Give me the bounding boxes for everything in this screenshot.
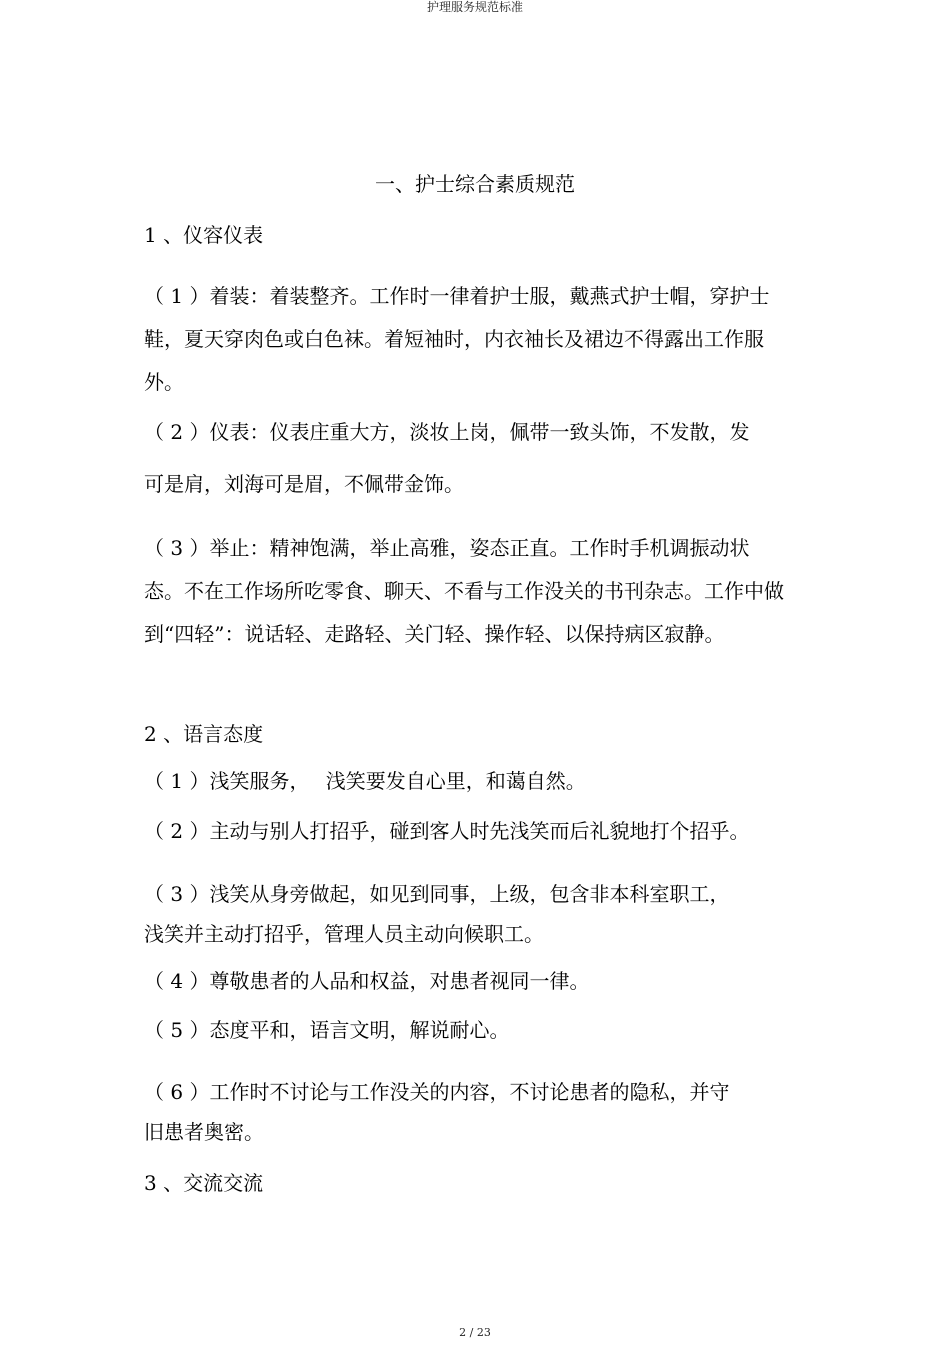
paragraph-colleagues-line2: 浅笑并主动打招乎，管理人员主动向候职工。 (144, 922, 544, 946)
paragraph-colleagues-line1: （ 3 ）浅笑从身旁做起，如见到同事，上级，包含非本科室职工， (144, 882, 730, 906)
paragraph-appearance-line2: 可是肩，刘海可是眉，不佩带金饰。 (144, 472, 464, 496)
paragraph-privacy-line1: （ 6 ）工作时不讨论与工作没关的内容，不讨论患者的隐私，并守 (144, 1080, 730, 1104)
running-header: 护理服务规范标准 (426, 0, 523, 14)
section-title: 一、护士综合素质规范 (375, 172, 575, 196)
heading-language-attitude: 2 、语言态度 (144, 722, 264, 746)
paragraph-smile-service: （ 1 ）浅笑服务， 浅笑要发自心里，和蔼自然。 (144, 769, 586, 793)
heading-communication: 3 、交流交流 (144, 1171, 264, 1195)
paragraph-privacy-line2: 旧患者奥密。 (144, 1120, 264, 1144)
paragraph-appearance-line1: （ 2 ）仪表：仪表庄重大方，淡妆上岗，佩带一致头饰，不发散，发 (144, 420, 750, 444)
page-number: 2 / 23 (459, 1326, 491, 1339)
paragraph-respect: （ 4 ）尊敬患者的人品和权益，对患者视同一律。 (144, 969, 590, 993)
paragraph-greeting: （ 2 ）主动与别人打招乎，碰到客人时先浅笑而后礼貌地打个招乎。 (144, 819, 750, 843)
paragraph-behavior: （ 3 ）举止：精神饱满，举止高雅，姿态正直。工作时手机调振动状态。不在工作场所吃零食、聊天、不看与工作没关的书刊杂志。工作中做到“四轻”：说话轻、走路轻、关门轻、操作轻、以保持病区寂静。 (144, 536, 784, 646)
paragraph-attitude: （ 5 ）态度平和，语言文明，解说耐心。 (144, 1018, 510, 1042)
heading-appearance: 1 、仪容仪表 (144, 223, 264, 247)
paragraph-attire: （ 1 ）着装：着装整齐。工作时一律着护士服，戴燕式护士帽，穿护士鞋，夏天穿肉色或白色袜。着短袖时，内衣袖长及裙边不得露出工作服外。 (144, 284, 770, 394)
